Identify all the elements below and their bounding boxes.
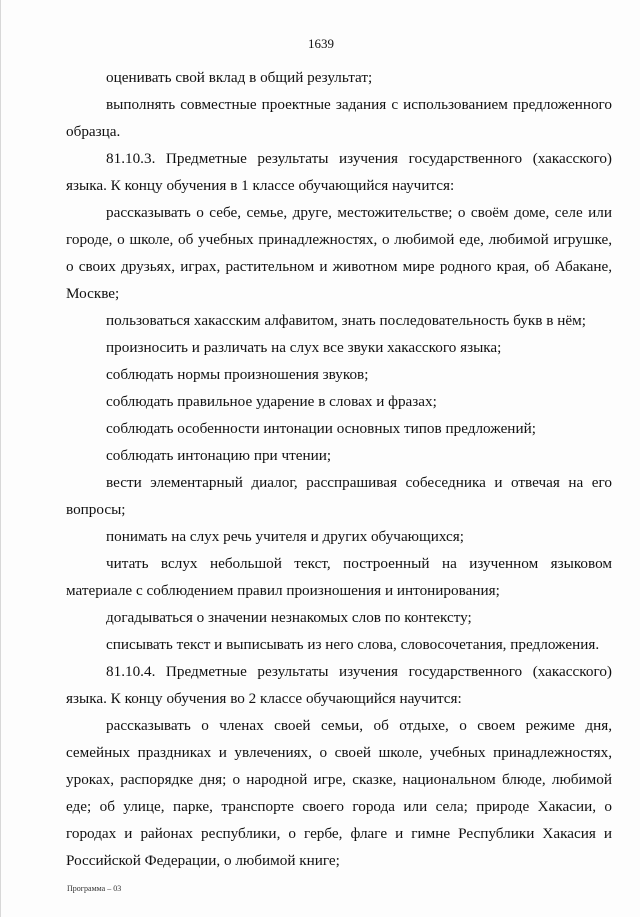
paragraph: пользоваться хакасским алфавитом, знать последовательность букв в нём; [106, 312, 586, 329]
paragraph: соблюдать интонацию при чтении; [106, 447, 332, 464]
paragraph: соблюдать правильное ударение в словах и фразах; [106, 393, 437, 410]
paragraph: рассказывать о себе, семье, друге, местожительстве; о своём доме, селе или городе, о школе, об учебных принадлежностях, о любимой еде, любимой игрушке, о своих друзьях, играх, растительном и животном мире родного края, об Абакане, Москве; [66, 204, 612, 302]
paragraph: соблюдать особенности интонации основных типов предложений; [106, 420, 536, 437]
paragraph: произносить и различать на слух все звуки хакасского языка; [106, 339, 502, 356]
page-number: 1639 [308, 36, 334, 51]
paragraph: списывать текст и выписывать из него слова, словосочетания, предложения. [106, 636, 600, 653]
paragraph: соблюдать нормы произношения звуков; [106, 366, 369, 383]
page-footer: Программа – 03 [67, 884, 122, 893]
paragraph: вести элементарный диалог, расспрашивая собеседника и отвечая на его вопросы; [66, 474, 612, 518]
paragraph: понимать на слух речь учителя и других обучающихся; [106, 528, 464, 545]
paragraph: читать вслух небольшой текст, построенный на изученном языковом материале с соблюдением правил произношения и интонирования; [66, 555, 612, 599]
paragraph: рассказывать о членах своей семьи, об отдыхе, о своем режиме дня, семейных праздниках и увлечениях, о своей школе, учебных принадлежностях, уроках, распорядке дня; о народной игре, сказке, национальном блюде, любимой еде; об улице, парке, транспорте своего города или села; природе Хакасии, о городах и районах республики, о гербе, флаге и гимне Республики Хакасия и Российской Федерации, о любимой книге; [66, 717, 612, 869]
section-heading-paragraph: 81.10.3. Предметные результаты изучения государственного (хакасского) языка. К концу обучения в 1 классе обучающийся научится: [66, 150, 612, 194]
section-heading-paragraph: 81.10.4. Предметные результаты изучения государственного (хакасского) языка. К концу обучения во 2 классе обучающийся научится: [66, 663, 612, 707]
paragraph: догадываться о значении незнакомых слов по контексту; [106, 609, 472, 626]
paragraph: выполнять совместные проектные задания с использованием предложенного образца. [66, 96, 612, 140]
paragraph: оценивать свой вклад в общий результат; [106, 69, 373, 86]
document-body [66, 64, 612, 874]
